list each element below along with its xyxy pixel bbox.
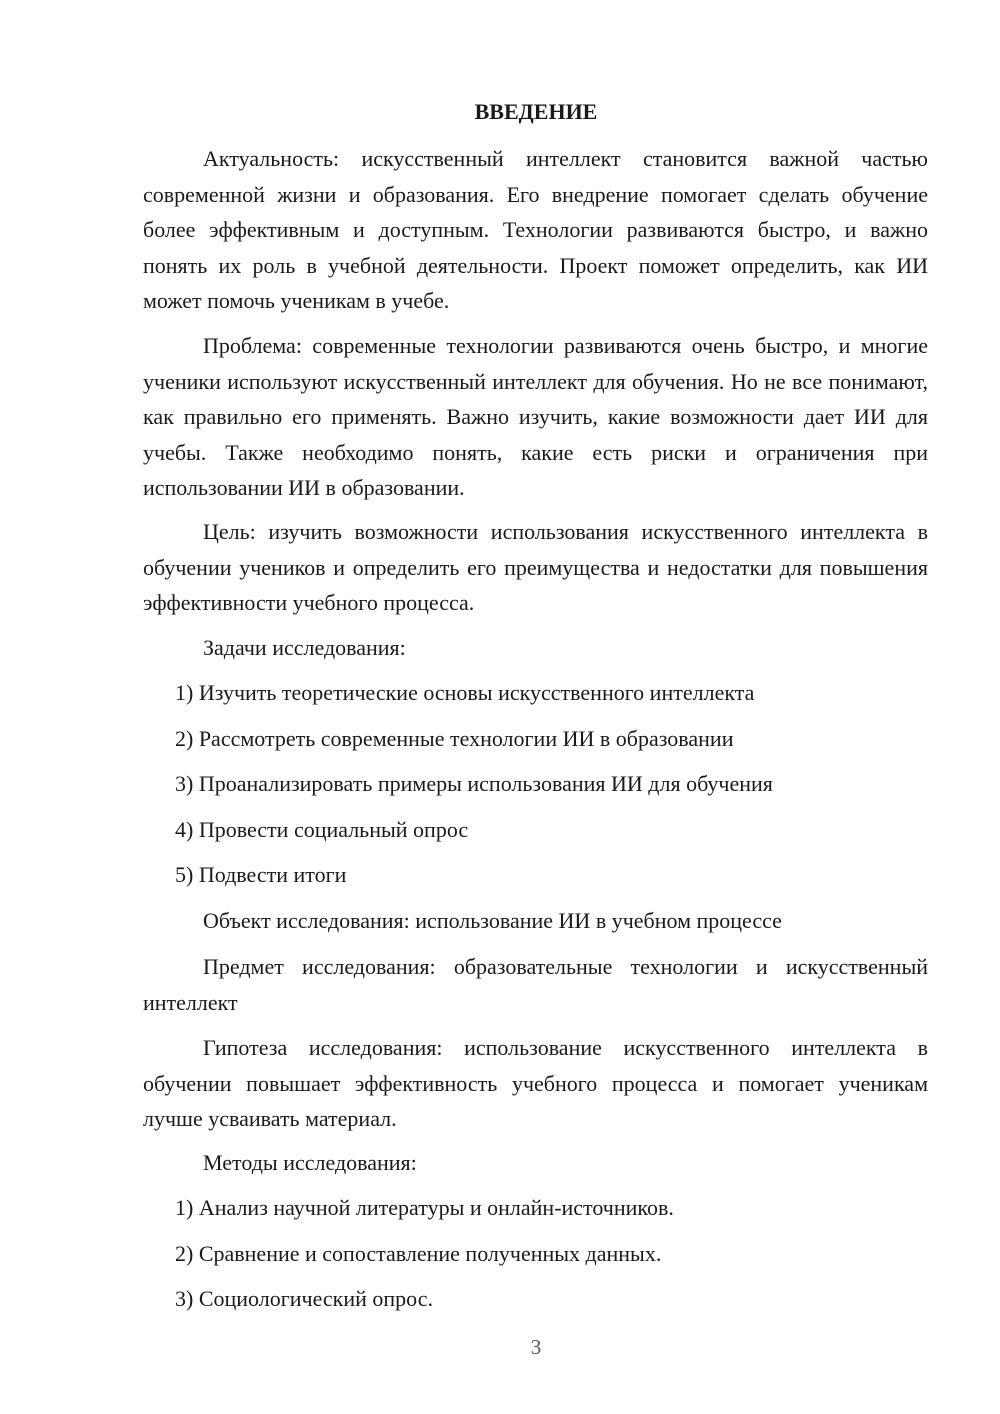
research-object: Объект исследования: использование ИИ в учебном процессе xyxy=(203,908,782,933)
tasks-heading: Задачи исследования: xyxy=(203,635,406,660)
problem-paragraph: Проблема: современные технологии развиваются очень быстро, и многие ученики используют искусственный интеллект для обучения. Но не все понимают, как правильно его применять. Важно изучить, какие возможности дает ИИ для учебы. Также необходимо понять, какие есть риски и ограничения при использовании ИИ в образовании. xyxy=(143,333,928,500)
page-number: 3 xyxy=(530,1335,542,1359)
research-subject: Предмет исследования: образовательные технологии и искусственный интеллект xyxy=(143,954,928,1015)
goal-paragraph: Цель: изучить возможности использования искусственного интеллекта в обучении учеников и определить его преимущества и недостатки для повышения эффективности учебного процесса. xyxy=(143,519,928,615)
task-item-3: 3) Проанализировать примеры использования ИИ для обучения xyxy=(175,771,773,796)
relevance-paragraph: Актуальность: искусственный интеллект становится важной частью современной жизни и образования. Его внедрение помогает сделать обучение более эффективным и доступным. Технологии развиваются быстро, и важно понять их роль в учебной деятельности. Проект поможет определить, как ИИ может помочь ученикам в учебе. xyxy=(143,146,928,313)
methods-heading: Методы исследования: xyxy=(203,1150,417,1175)
page-title: ВВЕДЕНИЕ xyxy=(474,99,598,124)
hypothesis-paragraph: Гипотеза исследования: использование искусственного интеллекта в обучении повышает эффективность учебного процесса и помогает ученикам лучше усваивать материал. xyxy=(143,1035,928,1131)
method-item-3: 3) Социологический опрос. xyxy=(175,1286,433,1311)
method-item-1: 1) Анализ научной литературы и онлайн-источников. xyxy=(175,1195,674,1220)
task-item-1: 1) Изучить теоретические основы искусственного интеллекта xyxy=(175,680,755,705)
task-item-4: 4) Провести социальный опрос xyxy=(175,817,469,842)
task-item-2: 2) Рассмотреть современные технологии ИИ в образовании xyxy=(175,726,734,751)
method-item-2: 2) Сравнение и сопоставление полученных данных. xyxy=(175,1241,662,1266)
task-item-5: 5) Подвести итоги xyxy=(175,862,347,887)
